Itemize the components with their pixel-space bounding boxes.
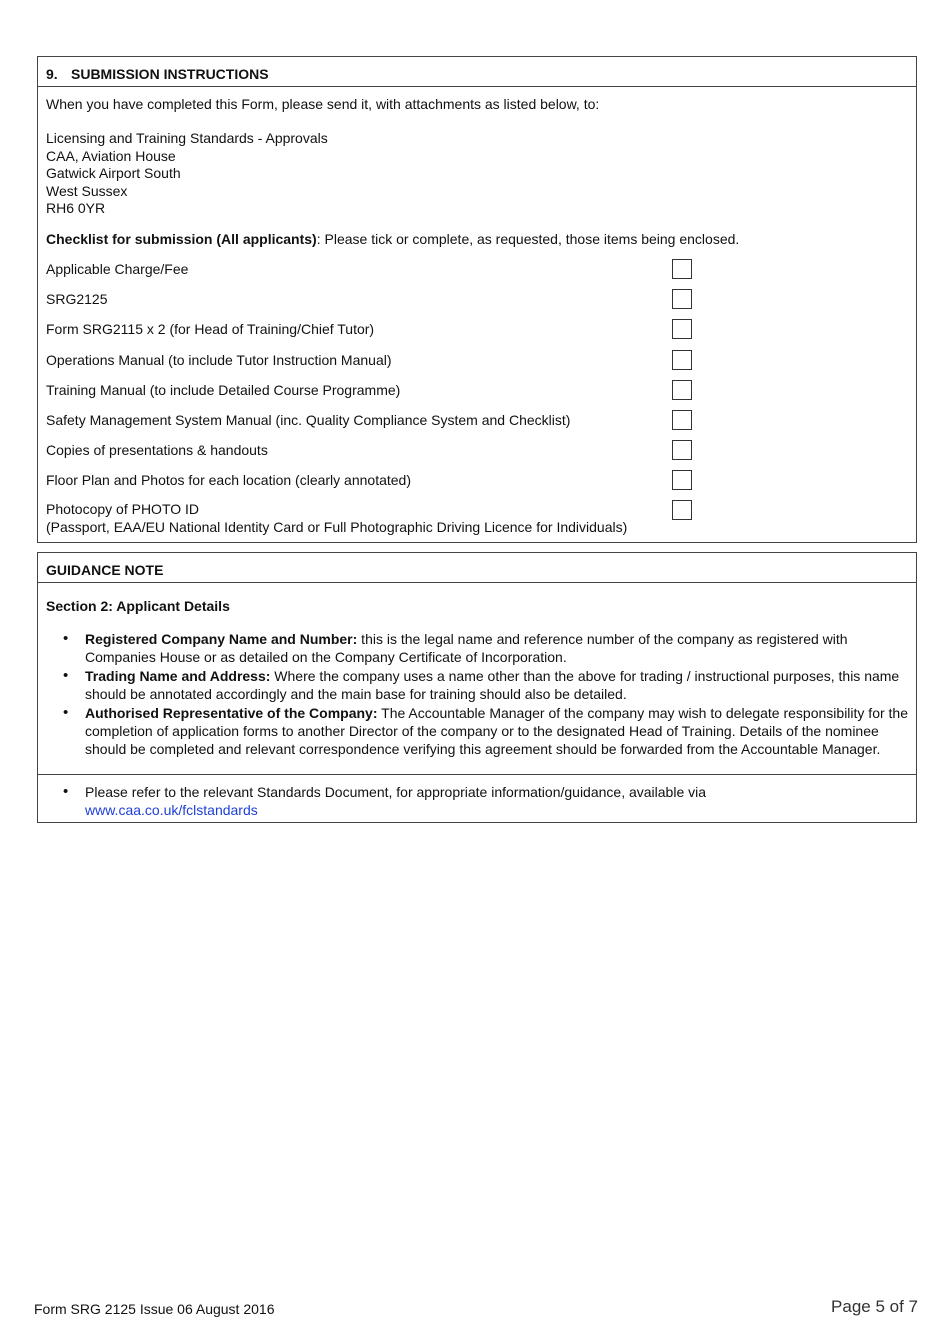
guidance-note-section: [37, 552, 917, 823]
guidance-subtitle: Section 2: Applicant Details: [46, 598, 230, 614]
list-item: [38, 783, 916, 819]
checklist-item-label: Operations Manual (to include Tutor Instruction Manual): [46, 351, 392, 368]
checklist-item-label: Copies of presentations & handouts: [46, 442, 268, 459]
checklist-heading: [46, 230, 908, 248]
section-number: 9.: [46, 66, 58, 82]
checklist-item-label: Safety Management System Manual (inc. Quality Compliance System and Checklist): [46, 411, 571, 428]
list-item: [38, 667, 916, 703]
checklist-item-label: Form SRG2115 x 2 (for Head of Training/Chief Tutor): [46, 321, 375, 338]
checkbox-photo-id[interactable]: [672, 500, 692, 520]
checklist: [46, 259, 908, 535]
checklist-item-srg2115: [46, 319, 908, 349]
page-number: Page 5 of 7: [831, 1297, 918, 1316]
bullet-text: this is the legal name and reference number of the company as registered with Companies House or as detailed on the Company Certificate of Incorporation.: [85, 631, 848, 665]
note-text: Please refer to the relevant Standards Document, for appropriate information/guidance, available via: [85, 784, 707, 800]
bullet-term: Authorised Representative of the Company:: [85, 705, 378, 721]
standards-note: [38, 783, 916, 820]
bullet-text: The Accountable Manager of the company may wish to delegate responsibility for the completion of application forms to another Director of the company or to the designated Head of Training. Details of the nominee should be completed and relevant correspondence verifying this agreement should be forwarded from the Accountable Manager.: [85, 705, 908, 757]
checklist-item-label: Floor Plan and Photos for each location (clearly annotated): [46, 472, 411, 489]
checkbox-sms-manual[interactable]: [672, 410, 692, 430]
checklist-item-label: Applicable Charge/Fee: [46, 260, 189, 277]
checklist-item-label: Training Manual (to include Detailed Course Programme): [46, 381, 401, 398]
list-item: [38, 704, 916, 758]
checkbox-charge-fee[interactable]: [672, 259, 692, 279]
address-line: Gatwick Airport South: [46, 165, 181, 182]
address-line: RH6 0YR: [46, 200, 106, 217]
checklist-item-training-manual: [46, 380, 908, 410]
checkbox-srg2115[interactable]: [672, 319, 692, 339]
list-item: [38, 630, 916, 666]
photo-id-line2: (Passport, EAA/EU National Identity Card or Full Photographic Driving Licence for Individuals): [46, 518, 628, 535]
checklist-item-floor-plan: [46, 470, 908, 500]
checkbox-floor-plan[interactable]: [672, 470, 692, 490]
checklist-item-presentations: [46, 440, 908, 470]
guidance-header: GUIDANCE NOTE: [38, 553, 916, 583]
checkbox-training-manual[interactable]: [672, 380, 692, 400]
checklist-item-photo-id: [46, 500, 908, 535]
checklist-item-operations-manual: [46, 350, 908, 380]
section-title: SUBMISSION INSTRUCTIONS: [71, 66, 269, 82]
bullet-term: Trading Name and Address:: [85, 668, 271, 684]
bullet-text: Where the company uses a name other than the above for trading / instructional purposes, this name should be annotated accordingly and the main base for training should also be detailed.: [85, 668, 900, 702]
address-line: CAA, Aviation House: [46, 147, 176, 164]
checklist-heading-bold: Checklist for submission (All applicants): [46, 230, 317, 247]
checklist-item-label: SRG2125: [46, 291, 108, 308]
checkbox-srg2125[interactable]: [672, 289, 692, 309]
divider: [38, 774, 916, 775]
checklist-item-sms-manual: [46, 410, 908, 440]
address-line: Licensing and Training Standards - Approvals: [46, 130, 328, 146]
checklist-item-charge-fee: [46, 259, 908, 289]
checklist-item-label: [46, 501, 627, 536]
bullet-term: Registered Company Name and Number:: [85, 631, 358, 647]
section-header: [38, 57, 916, 87]
address-line: West Sussex: [46, 182, 128, 199]
checkbox-operations-manual[interactable]: [672, 350, 692, 370]
submission-instructions-section: [37, 56, 917, 543]
guidance-bullet-list: [38, 630, 916, 758]
form-reference: Form SRG 2125 Issue 06 August 2016: [34, 1301, 275, 1317]
checkbox-presentations[interactable]: [672, 440, 692, 460]
checklist-item-srg2125: [46, 289, 908, 319]
checklist-heading-rest: : Please tick or complete, as requested, those items being enclosed.: [316, 230, 740, 247]
intro-text: When you have completed this Form, please send it, with attachments as listed below, to:: [46, 96, 600, 112]
photo-id-line1: Photocopy of PHOTO ID: [46, 501, 200, 518]
postal-address: [46, 130, 908, 218]
fcl-standards-link[interactable]: www.caa.co.uk/fclstandards: [85, 802, 258, 818]
